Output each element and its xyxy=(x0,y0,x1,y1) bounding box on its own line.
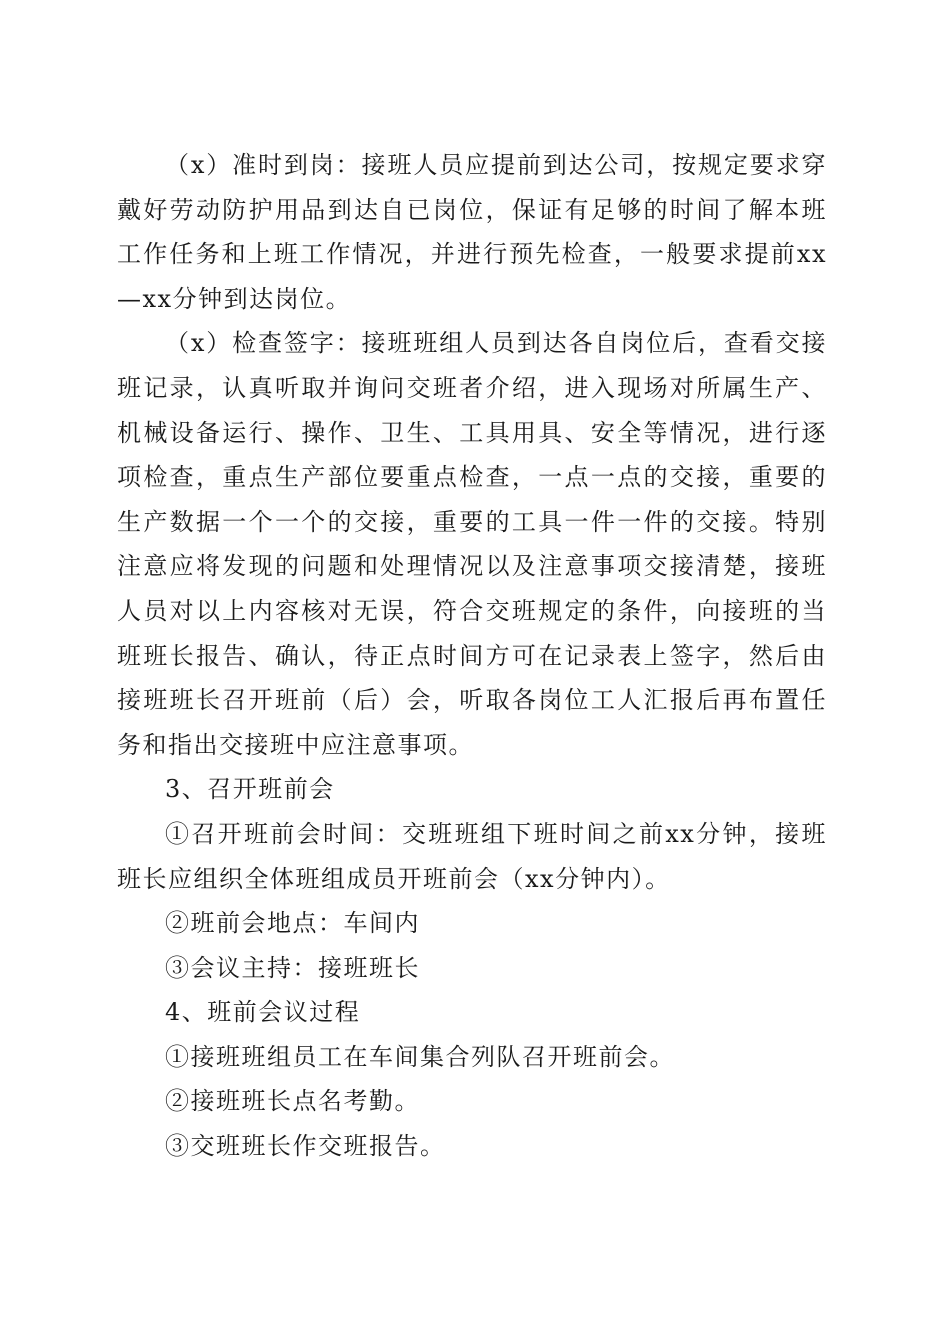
paragraph-meeting-host: ③会议主持：接班班长 xyxy=(165,953,420,982)
paragraph-on-time-arrival: （x）准时到岗：接班人员应提前到达公司，按规定要求穿戴好劳动防护用品到达自已岗位，保证有足够的时间了解本班工作任务和上班工作情况，并进行预先检查，一般要求提前xx—xx分钟到达岗位。 xyxy=(117,151,827,313)
section-heading-pre-shift-meeting: 3、召开班前会 xyxy=(165,775,335,804)
list-item-assembly: ①接班班组员工在车间集合列队召开班前会。 xyxy=(165,1042,675,1071)
list-item-roll-call: ②接班班长点名考勤。 xyxy=(165,1087,420,1116)
paragraph-meeting-time: ①召开班前会时间：交班班组下班时间之前xx分钟，接班班长应组织全体班组成员开班前会（xx分钟内）。 xyxy=(117,819,827,893)
paragraph-inspection-signing: （x）检查签字：接班班组人员到达各自岗位后，查看交接班记录，认真听取并询问交班者介绍，进入现场对所属生产、机械设备运行、操作、卫生、工具用具、安全等情况，进行逐项检查，重点生产部位要重点检查，一点一点的交接，重要的生产数据一个一个的交接，重要的工具一件一件的交接。特别注意应将发现的问题和处理情况以及注意事项交接清楚，接班人员对以上内容核对无误，符合交班规定的条件，向接班的当班班长报告、确认，待正点时间方可在记录表上签字，然后由接班班长召开班前（后）会，听取各岗位工人汇报后再布置任务和指出交接班中应注意事项。 xyxy=(117,329,827,759)
list-item-handover-report: ③交班班长作交班报告。 xyxy=(165,1132,446,1161)
document-body xyxy=(117,143,827,1169)
paragraph-meeting-location: ②班前会地点：车间内 xyxy=(165,909,420,938)
section-heading-meeting-process: 4、班前会议过程 xyxy=(165,998,361,1027)
